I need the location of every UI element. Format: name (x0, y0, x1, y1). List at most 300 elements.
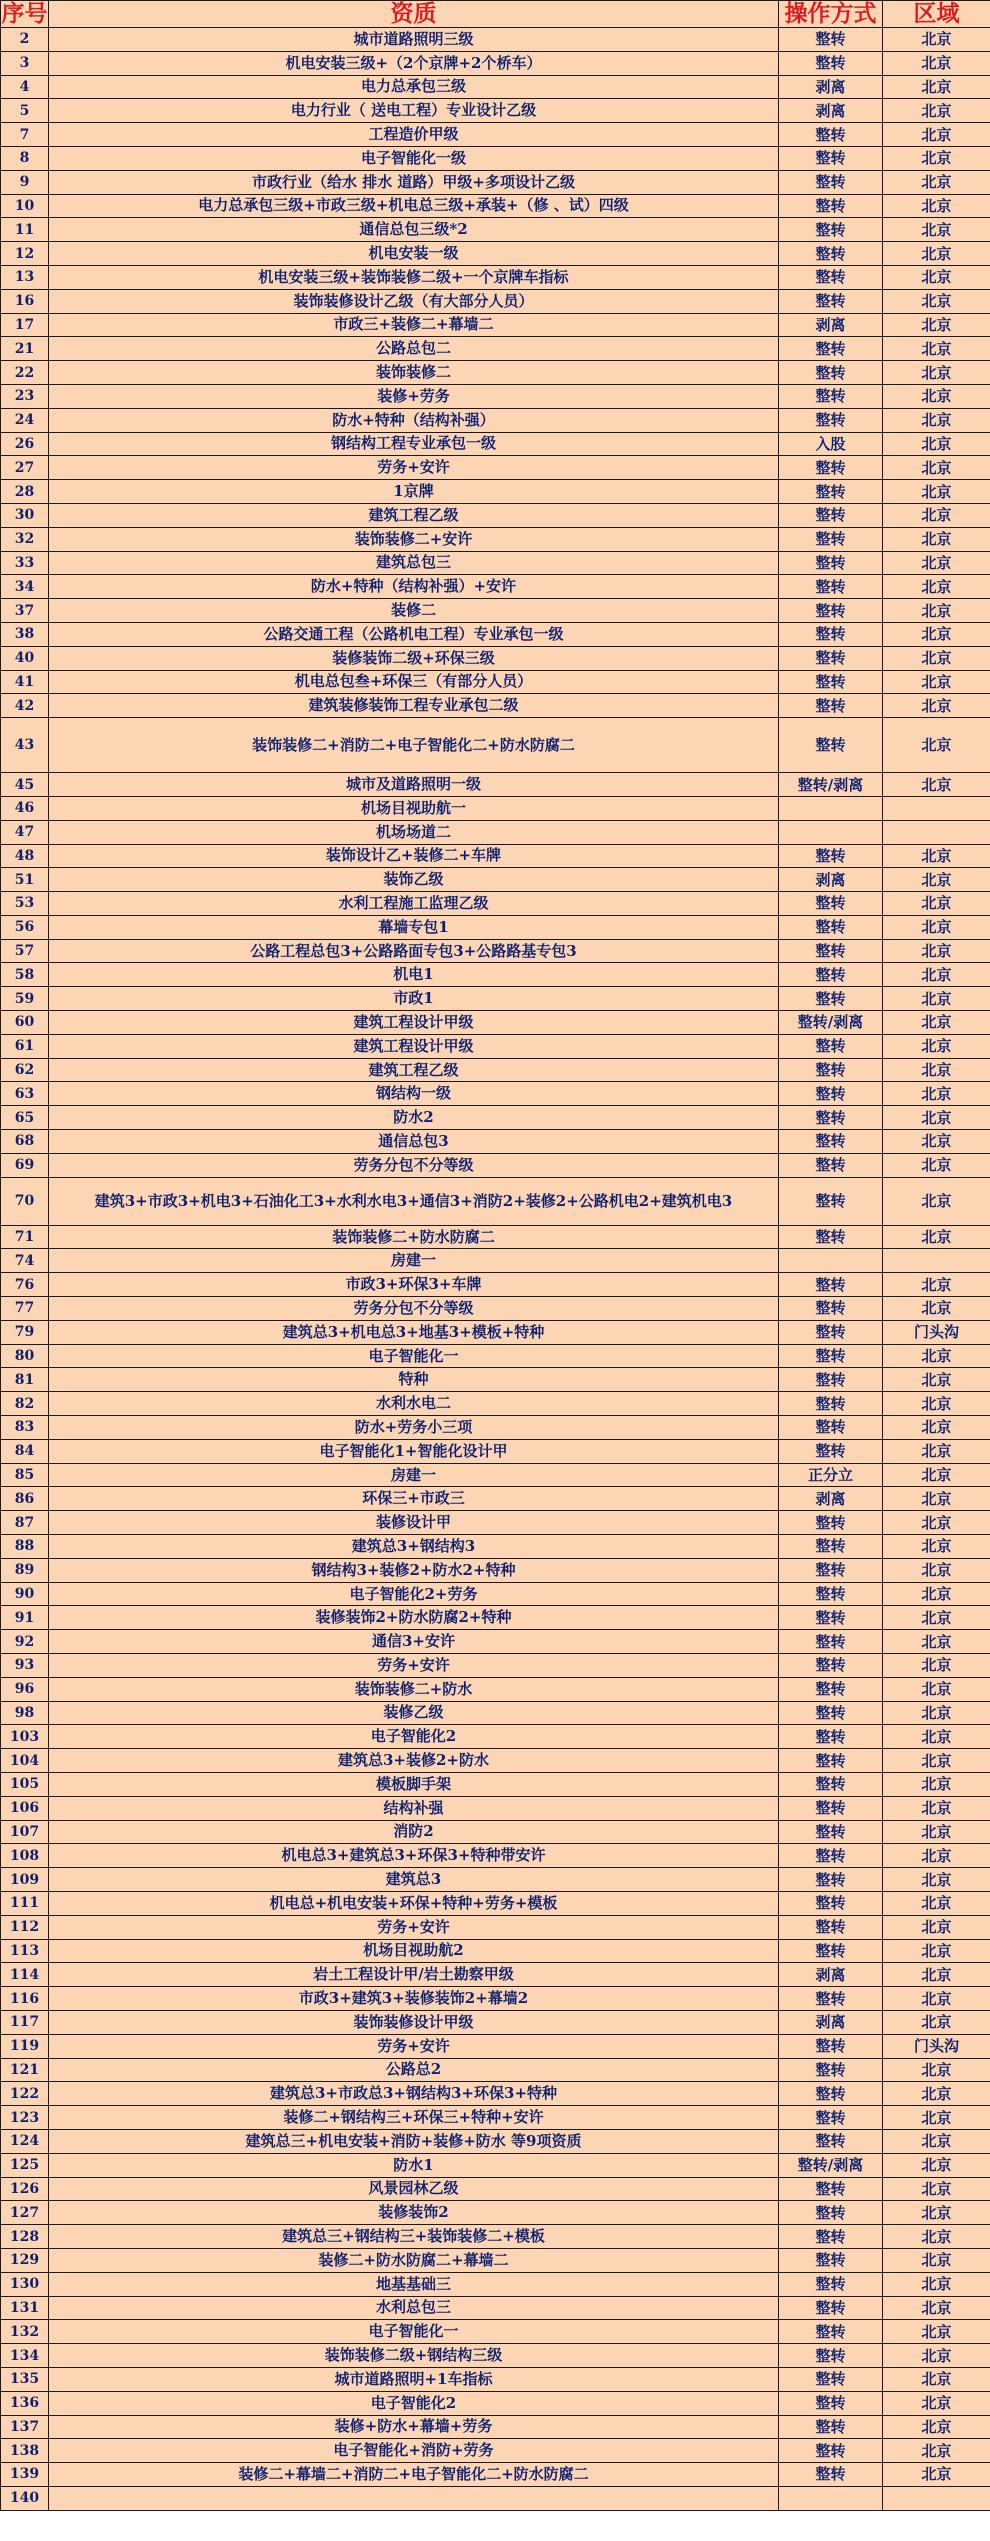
cell-operation[interactable]: 整转 (779, 1416, 883, 1440)
cell-qualification[interactable]: 市政3+建筑3+装修装饰2+幕墙2 (49, 1987, 779, 2011)
cell-operation[interactable]: 整转 (779, 2058, 883, 2082)
cell-qualification[interactable]: 装修乙级 (49, 1701, 779, 1725)
cell-region[interactable]: 北京 (883, 987, 990, 1011)
cell-region[interactable]: 北京 (883, 2201, 990, 2225)
cell-qualification[interactable]: 公路总包二 (49, 337, 779, 361)
cell-qualification[interactable]: 钢结构3+装修2+防水2+特种 (49, 1558, 779, 1582)
cell-region[interactable]: 北京 (883, 1344, 990, 1368)
cell-region[interactable]: 北京 (883, 670, 990, 694)
cell-no[interactable]: 125 (1, 2153, 49, 2177)
cell-no[interactable]: 112 (1, 1915, 49, 1939)
cell-region[interactable]: 北京 (883, 2248, 990, 2272)
cell-operation[interactable]: 整转 (779, 551, 883, 575)
cell-operation[interactable]: 整转 (779, 242, 883, 266)
cell-region[interactable]: 北京 (883, 2129, 990, 2153)
cell-region[interactable]: 北京 (883, 1463, 990, 1487)
cell-region[interactable]: 北京 (883, 1177, 990, 1225)
cell-operation[interactable]: 剥离 (779, 99, 883, 123)
cell-region[interactable]: 北京 (883, 1701, 990, 1725)
cell-no[interactable]: 45 (1, 773, 49, 797)
cell-no[interactable]: 4 (1, 75, 49, 99)
cell-region[interactable]: 北京 (883, 432, 990, 456)
cell-qualification[interactable]: 城市道路照明+1车指标 (49, 2367, 779, 2391)
cell-region[interactable]: 北京 (883, 337, 990, 361)
cell-region[interactable]: 北京 (883, 1225, 990, 1249)
cell-no[interactable]: 58 (1, 963, 49, 987)
cell-no[interactable]: 134 (1, 2344, 49, 2368)
cell-no[interactable]: 137 (1, 2415, 49, 2439)
cell-region[interactable]: 北京 (883, 1153, 990, 1177)
cell-no[interactable]: 60 (1, 1011, 49, 1035)
cell-operation[interactable]: 整转 (779, 987, 883, 1011)
cell-operation[interactable]: 整转 (779, 1844, 883, 1868)
cell-qualification[interactable]: 装修二+钢结构三+环保三+特种+安许 (49, 2106, 779, 2130)
cell-operation[interactable]: 整转 (779, 218, 883, 242)
cell-qualification[interactable]: 装修二+防水防腐二+幕墙二 (49, 2248, 779, 2272)
cell-qualification[interactable]: 装饰装修二+防水 (49, 1677, 779, 1701)
cell-qualification[interactable]: 城市道路照明三级 (49, 28, 779, 52)
cell-qualification[interactable]: 防水+特种（结构补强）+安许 (49, 575, 779, 599)
cell-qualification[interactable]: 通信总包三级*2 (49, 218, 779, 242)
cell-qualification[interactable]: 装饰装修二 (49, 361, 779, 385)
cell-operation[interactable]: 剥离 (779, 1487, 883, 1511)
cell-region[interactable]: 北京 (883, 1011, 990, 1035)
cell-operation[interactable]: 整转 (779, 892, 883, 916)
cell-operation[interactable]: 整转 (779, 1535, 883, 1559)
cell-region[interactable]: 北京 (883, 28, 990, 52)
cell-no[interactable]: 51 (1, 868, 49, 892)
cell-operation[interactable]: 整转 (779, 503, 883, 527)
cell-no[interactable]: 46 (1, 796, 49, 820)
cell-no[interactable]: 80 (1, 1344, 49, 1368)
cell-region[interactable]: 北京 (883, 289, 990, 313)
cell-operation[interactable]: 剥离 (779, 75, 883, 99)
cell-qualification[interactable]: 通信3+安许 (49, 1630, 779, 1654)
cell-no[interactable]: 138 (1, 2439, 49, 2463)
cell-no[interactable]: 69 (1, 1153, 49, 1177)
cell-qualification[interactable]: 防水+劳务小三项 (49, 1416, 779, 1440)
cell-operation[interactable]: 整转 (779, 1153, 883, 1177)
cell-region[interactable]: 北京 (883, 1749, 990, 1773)
cell-region[interactable]: 北京 (883, 1606, 990, 1630)
cell-qualification[interactable]: 建筑工程乙级 (49, 503, 779, 527)
cell-operation[interactable]: 整转 (779, 1034, 883, 1058)
cell-qualification[interactable]: 装修二 (49, 599, 779, 623)
cell-qualification[interactable]: 劳务分包不分等级 (49, 1297, 779, 1321)
cell-region[interactable]: 北京 (883, 2439, 990, 2463)
cell-region[interactable]: 北京 (883, 2367, 990, 2391)
cell-qualification[interactable]: 工程造价甲级 (49, 123, 779, 147)
cell-region[interactable]: 北京 (883, 2058, 990, 2082)
cell-no[interactable]: 2 (1, 28, 49, 52)
cell-region[interactable]: 北京 (883, 456, 990, 480)
cell-qualification[interactable]: 装修+防水+幕墙+劳务 (49, 2415, 779, 2439)
cell-operation[interactable]: 整转 (779, 2106, 883, 2130)
cell-operation[interactable]: 整转 (779, 2177, 883, 2201)
cell-region[interactable]: 北京 (883, 265, 990, 289)
cell-operation[interactable] (779, 796, 883, 820)
cell-no[interactable]: 130 (1, 2272, 49, 2296)
cell-operation[interactable]: 整转 (779, 1987, 883, 2011)
cell-qualification[interactable]: 幕墙专包1 (49, 915, 779, 939)
cell-no[interactable]: 47 (1, 820, 49, 844)
cell-region[interactable]: 北京 (883, 1725, 990, 1749)
cell-no[interactable]: 83 (1, 1416, 49, 1440)
cell-no[interactable]: 76 (1, 1273, 49, 1297)
cell-region[interactable]: 北京 (883, 99, 990, 123)
cell-no[interactable]: 135 (1, 2367, 49, 2391)
cell-qualification[interactable]: 建筑总3+装修2+防水 (49, 1749, 779, 1773)
cell-operation[interactable] (779, 1249, 883, 1273)
cell-operation[interactable]: 整转 (779, 2296, 883, 2320)
cell-operation[interactable]: 整转 (779, 2201, 883, 2225)
cell-no[interactable]: 32 (1, 527, 49, 551)
cell-qualification[interactable]: 水利总包三 (49, 2296, 779, 2320)
cell-no[interactable]: 127 (1, 2201, 49, 2225)
cell-operation[interactable]: 整转 (779, 1582, 883, 1606)
cell-region[interactable]: 北京 (883, 1963, 990, 1987)
cell-no[interactable]: 132 (1, 2320, 49, 2344)
cell-region[interactable]: 北京 (883, 408, 990, 432)
cell-operation[interactable]: 整转/剥离 (779, 1011, 883, 1035)
cell-qualification[interactable]: 装饰装修设计乙级（有大部分人员） (49, 289, 779, 313)
cell-no[interactable]: 5 (1, 99, 49, 123)
cell-qualification[interactable]: 劳务+安许 (49, 1654, 779, 1678)
cell-no[interactable]: 43 (1, 718, 49, 773)
cell-no[interactable]: 122 (1, 2082, 49, 2106)
cell-region[interactable]: 北京 (883, 75, 990, 99)
cell-qualification[interactable]: 公路交通工程（公路机电工程）专业承包一级 (49, 622, 779, 646)
cell-qualification[interactable]: 机场目视助航一 (49, 796, 779, 820)
cell-qualification[interactable]: 劳务分包不分等级 (49, 1153, 779, 1177)
cell-operation[interactable]: 整转 (779, 2439, 883, 2463)
cell-no[interactable]: 113 (1, 1939, 49, 1963)
header-region[interactable]: 区域 (883, 1, 990, 28)
cell-qualification[interactable]: 建筑装修装饰工程专业承包二级 (49, 694, 779, 718)
cell-region[interactable]: 北京 (883, 2106, 990, 2130)
cell-operation[interactable]: 整转 (779, 1511, 883, 1535)
cell-operation[interactable]: 整转 (779, 289, 883, 313)
cell-region[interactable]: 北京 (883, 1844, 990, 1868)
cell-operation[interactable]: 整转/剥离 (779, 773, 883, 797)
cell-no[interactable]: 114 (1, 1963, 49, 1987)
cell-no[interactable]: 23 (1, 384, 49, 408)
cell-operation[interactable]: 整转 (779, 1606, 883, 1630)
cell-no[interactable]: 98 (1, 1701, 49, 1725)
cell-region[interactable]: 北京 (883, 939, 990, 963)
cell-region[interactable]: 北京 (883, 1511, 990, 1535)
cell-qualification[interactable]: 通信总包3 (49, 1130, 779, 1154)
cell-operation[interactable]: 整转 (779, 844, 883, 868)
cell-operation[interactable]: 整转/剥离 (779, 2153, 883, 2177)
cell-no[interactable]: 62 (1, 1058, 49, 1082)
cell-operation[interactable]: 整转 (779, 527, 883, 551)
cell-region[interactable]: 门头沟 (883, 1320, 990, 1344)
cell-operation[interactable]: 整转 (779, 1320, 883, 1344)
cell-operation[interactable]: 整转 (779, 2415, 883, 2439)
cell-region[interactable]: 北京 (883, 2391, 990, 2415)
cell-region[interactable]: 北京 (883, 844, 990, 868)
cell-region[interactable]: 北京 (883, 194, 990, 218)
cell-qualification[interactable]: 防水1 (49, 2153, 779, 2177)
cell-no[interactable]: 84 (1, 1439, 49, 1463)
cell-region[interactable]: 北京 (883, 2010, 990, 2034)
cell-no[interactable]: 13 (1, 265, 49, 289)
cell-region[interactable]: 北京 (883, 1058, 990, 1082)
cell-no[interactable]: 7 (1, 123, 49, 147)
cell-qualification[interactable]: 建筑工程设计甲级 (49, 1034, 779, 1058)
cell-qualification[interactable]: 电子智能化一级 (49, 146, 779, 170)
cell-qualification[interactable]: 环保三+市政三 (49, 1487, 779, 1511)
cell-region[interactable]: 北京 (883, 2463, 990, 2487)
cell-operation[interactable]: 整转 (779, 575, 883, 599)
cell-qualification[interactable]: 防水2 (49, 1106, 779, 1130)
cell-qualification[interactable]: 装饰装修二+安许 (49, 527, 779, 551)
cell-region[interactable]: 北京 (883, 480, 990, 504)
cell-qualification[interactable]: 城市及道路照明一级 (49, 773, 779, 797)
cell-qualification[interactable]: 电子智能化2+劳务 (49, 1582, 779, 1606)
cell-operation[interactable]: 整转 (779, 1558, 883, 1582)
header-qualification[interactable]: 资质 (49, 1, 779, 28)
cell-operation[interactable]: 整转 (779, 1368, 883, 1392)
cell-no[interactable]: 116 (1, 1987, 49, 2011)
cell-region[interactable]: 北京 (883, 1987, 990, 2011)
cell-qualification[interactable]: 电力总承包三级+市政三级+机电总三级+承装+（修 、试）四级 (49, 194, 779, 218)
cell-no[interactable]: 104 (1, 1749, 49, 1773)
cell-qualification[interactable]: 1京牌 (49, 480, 779, 504)
cell-no[interactable]: 56 (1, 915, 49, 939)
cell-qualification[interactable]: 建筑工程乙级 (49, 1058, 779, 1082)
cell-qualification[interactable]: 劳务+安许 (49, 456, 779, 480)
cell-no[interactable]: 34 (1, 575, 49, 599)
cell-region[interactable]: 北京 (883, 1558, 990, 1582)
cell-operation[interactable]: 整转 (779, 1439, 883, 1463)
cell-qualification[interactable]: 电力总承包三级 (49, 75, 779, 99)
cell-no[interactable]: 59 (1, 987, 49, 1011)
cell-region[interactable]: 北京 (883, 51, 990, 75)
cell-no[interactable]: 86 (1, 1487, 49, 1511)
cell-no[interactable]: 93 (1, 1654, 49, 1678)
cell-no[interactable]: 91 (1, 1606, 49, 1630)
cell-no[interactable]: 92 (1, 1630, 49, 1654)
cell-qualification[interactable]: 电子智能化1+智能化设计甲 (49, 1439, 779, 1463)
cell-operation[interactable]: 整转 (779, 939, 883, 963)
cell-region[interactable]: 北京 (883, 1439, 990, 1463)
cell-no[interactable]: 87 (1, 1511, 49, 1535)
cell-region[interactable]: 北京 (883, 1654, 990, 1678)
cell-qualification[interactable]: 建筑总3 (49, 1868, 779, 1892)
cell-no[interactable]: 111 (1, 1891, 49, 1915)
cell-qualification[interactable]: 电子智能化+消防+劳务 (49, 2439, 779, 2463)
cell-no[interactable]: 22 (1, 361, 49, 385)
cell-no[interactable]: 41 (1, 670, 49, 694)
cell-no[interactable]: 63 (1, 1082, 49, 1106)
cell-operation[interactable]: 整转 (779, 1891, 883, 1915)
cell-region[interactable]: 北京 (883, 718, 990, 773)
cell-no[interactable]: 11 (1, 218, 49, 242)
cell-qualification[interactable]: 机电安装三级+装饰装修二级+一个京牌车指标 (49, 265, 779, 289)
cell-operation[interactable]: 整转 (779, 1106, 883, 1130)
cell-operation[interactable]: 整转 (779, 265, 883, 289)
cell-region[interactable]: 北京 (883, 1772, 990, 1796)
cell-region[interactable]: 北京 (883, 1582, 990, 1606)
cell-region[interactable]: 北京 (883, 1535, 990, 1559)
cell-qualification[interactable]: 建筑3+市政3+机电3+石油化工3+水利水电3+通信3+消防2+装修2+公路机电2+建筑机电3 (49, 1177, 779, 1225)
cell-qualification[interactable]: 市政三+装修二+幕墙二 (49, 313, 779, 337)
cell-operation[interactable]: 整转 (779, 1701, 883, 1725)
cell-operation[interactable]: 整转 (779, 1820, 883, 1844)
cell-no[interactable]: 90 (1, 1582, 49, 1606)
cell-region[interactable]: 北京 (883, 2320, 990, 2344)
cell-region[interactable]: 北京 (883, 2082, 990, 2106)
cell-region[interactable] (883, 2486, 990, 2510)
cell-operation[interactable] (779, 820, 883, 844)
cell-no[interactable]: 117 (1, 2010, 49, 2034)
cell-operation[interactable]: 入股 (779, 432, 883, 456)
cell-no[interactable]: 68 (1, 1130, 49, 1154)
cell-qualification[interactable]: 房建一 (49, 1249, 779, 1273)
cell-qualification[interactable]: 房建一 (49, 1463, 779, 1487)
cell-qualification[interactable]: 机电安装一级 (49, 242, 779, 266)
cell-no[interactable]: 24 (1, 408, 49, 432)
cell-region[interactable]: 北京 (883, 123, 990, 147)
cell-qualification[interactable]: 机电1 (49, 963, 779, 987)
cell-operation[interactable]: 整转 (779, 51, 883, 75)
cell-qualification[interactable]: 市政1 (49, 987, 779, 1011)
cell-operation[interactable]: 整转 (779, 2344, 883, 2368)
cell-qualification[interactable]: 防水+特种（结构补强） (49, 408, 779, 432)
cell-region[interactable]: 北京 (883, 599, 990, 623)
cell-no[interactable]: 27 (1, 456, 49, 480)
cell-operation[interactable]: 整转 (779, 1630, 883, 1654)
cell-operation[interactable]: 整转 (779, 2225, 883, 2249)
cell-no[interactable]: 9 (1, 170, 49, 194)
cell-operation[interactable]: 整转 (779, 1130, 883, 1154)
cell-no[interactable]: 129 (1, 2248, 49, 2272)
cell-no[interactable]: 28 (1, 480, 49, 504)
cell-qualification[interactable]: 岩土工程设计甲/岩土勘察甲级 (49, 1963, 779, 1987)
cell-no[interactable]: 26 (1, 432, 49, 456)
cell-qualification[interactable]: 电子智能化2 (49, 1725, 779, 1749)
cell-no[interactable]: 119 (1, 2034, 49, 2058)
cell-operation[interactable]: 整转 (779, 718, 883, 773)
cell-operation[interactable]: 整转 (779, 361, 883, 385)
cell-region[interactable]: 北京 (883, 170, 990, 194)
cell-no[interactable]: 139 (1, 2463, 49, 2487)
cell-qualification[interactable]: 建筑工程设计甲级 (49, 1011, 779, 1035)
cell-qualification[interactable]: 钢结构工程专业承包一级 (49, 432, 779, 456)
cell-region[interactable]: 北京 (883, 892, 990, 916)
cell-no[interactable]: 123 (1, 2106, 49, 2130)
cell-no[interactable]: 12 (1, 242, 49, 266)
cell-operation[interactable]: 整转 (779, 170, 883, 194)
cell-operation[interactable]: 整转 (779, 915, 883, 939)
cell-no[interactable]: 121 (1, 2058, 49, 2082)
cell-operation[interactable]: 整转 (779, 1654, 883, 1678)
cell-qualification[interactable]: 建筑总三+机电安装+消防+装修+防水 等9项资质 (49, 2129, 779, 2153)
cell-no[interactable]: 37 (1, 599, 49, 623)
cell-no[interactable]: 106 (1, 1796, 49, 1820)
cell-qualification[interactable]: 电力行业（ 送电工程）专业设计乙级 (49, 99, 779, 123)
cell-operation[interactable] (779, 2486, 883, 2510)
cell-qualification[interactable]: 建筑总三+钢结构三+装饰装修二+模板 (49, 2225, 779, 2249)
cell-no[interactable]: 96 (1, 1677, 49, 1701)
cell-operation[interactable]: 整转 (779, 2082, 883, 2106)
cell-no[interactable]: 85 (1, 1463, 49, 1487)
cell-region[interactable] (883, 796, 990, 820)
cell-region[interactable]: 北京 (883, 1392, 990, 1416)
cell-operation[interactable]: 剥离 (779, 1963, 883, 1987)
cell-qualification[interactable]: 装饰设计乙+装修二+车牌 (49, 844, 779, 868)
cell-qualification[interactable]: 机电总+机电安装+环保+特种+劳务+模板 (49, 1891, 779, 1915)
cell-no[interactable]: 16 (1, 289, 49, 313)
cell-operation[interactable]: 整转 (779, 146, 883, 170)
cell-region[interactable]: 门头沟 (883, 2034, 990, 2058)
cell-no[interactable]: 17 (1, 313, 49, 337)
cell-operation[interactable]: 剥离 (779, 313, 883, 337)
cell-operation[interactable]: 整转 (779, 1273, 883, 1297)
cell-region[interactable]: 北京 (883, 384, 990, 408)
cell-region[interactable]: 北京 (883, 2272, 990, 2296)
cell-region[interactable]: 北京 (883, 773, 990, 797)
cell-operation[interactable]: 整转 (779, 1082, 883, 1106)
cell-no[interactable]: 131 (1, 2296, 49, 2320)
cell-operation[interactable]: 整转 (779, 2129, 883, 2153)
cell-qualification[interactable]: 装饰装修二+防水防腐二 (49, 1225, 779, 1249)
cell-qualification[interactable]: 机场目视助航2 (49, 1939, 779, 1963)
cell-qualification[interactable]: 水利水电二 (49, 1392, 779, 1416)
cell-region[interactable]: 北京 (883, 868, 990, 892)
cell-no[interactable]: 10 (1, 194, 49, 218)
cell-operation[interactable]: 整转 (779, 2034, 883, 2058)
cell-region[interactable]: 北京 (883, 313, 990, 337)
cell-region[interactable]: 北京 (883, 1915, 990, 1939)
cell-operation[interactable]: 整转 (779, 670, 883, 694)
cell-operation[interactable]: 整转 (779, 2272, 883, 2296)
cell-qualification[interactable]: 装饰装修二+消防二+电子智能化二+防水防腐二 (49, 718, 779, 773)
cell-operation[interactable]: 整转 (779, 2248, 883, 2272)
cell-no[interactable]: 140 (1, 2486, 49, 2510)
cell-operation[interactable]: 整转 (779, 1058, 883, 1082)
cell-operation[interactable]: 剥离 (779, 868, 883, 892)
cell-operation[interactable]: 剥离 (779, 2010, 883, 2034)
cell-qualification[interactable]: 劳务+安许 (49, 1915, 779, 1939)
cell-no[interactable]: 81 (1, 1368, 49, 1392)
cell-region[interactable]: 北京 (883, 915, 990, 939)
cell-operation[interactable]: 整转 (779, 2320, 883, 2344)
cell-operation[interactable]: 整转 (779, 963, 883, 987)
cell-operation[interactable]: 整转 (779, 408, 883, 432)
cell-no[interactable]: 128 (1, 2225, 49, 2249)
cell-operation[interactable]: 整转 (779, 480, 883, 504)
cell-region[interactable]: 北京 (883, 527, 990, 551)
cell-no[interactable]: 77 (1, 1297, 49, 1321)
header-operation[interactable]: 操作方式 (779, 1, 883, 28)
cell-region[interactable]: 北京 (883, 1891, 990, 1915)
cell-qualification[interactable]: 钢结构一级 (49, 1082, 779, 1106)
cell-no[interactable]: 74 (1, 1249, 49, 1273)
cell-region[interactable]: 北京 (883, 1820, 990, 1844)
cell-no[interactable]: 42 (1, 694, 49, 718)
cell-region[interactable]: 北京 (883, 1034, 990, 1058)
cell-region[interactable]: 北京 (883, 1939, 990, 1963)
cell-qualification[interactable]: 装饰装修设计甲级 (49, 2010, 779, 2034)
cell-operation[interactable]: 整转 (779, 1915, 883, 1939)
cell-operation[interactable]: 整转 (779, 1939, 883, 1963)
cell-no[interactable]: 79 (1, 1320, 49, 1344)
cell-operation[interactable]: 整转 (779, 1177, 883, 1225)
cell-qualification[interactable]: 机电安装三级+（2个京牌+2个桥车） (49, 51, 779, 75)
